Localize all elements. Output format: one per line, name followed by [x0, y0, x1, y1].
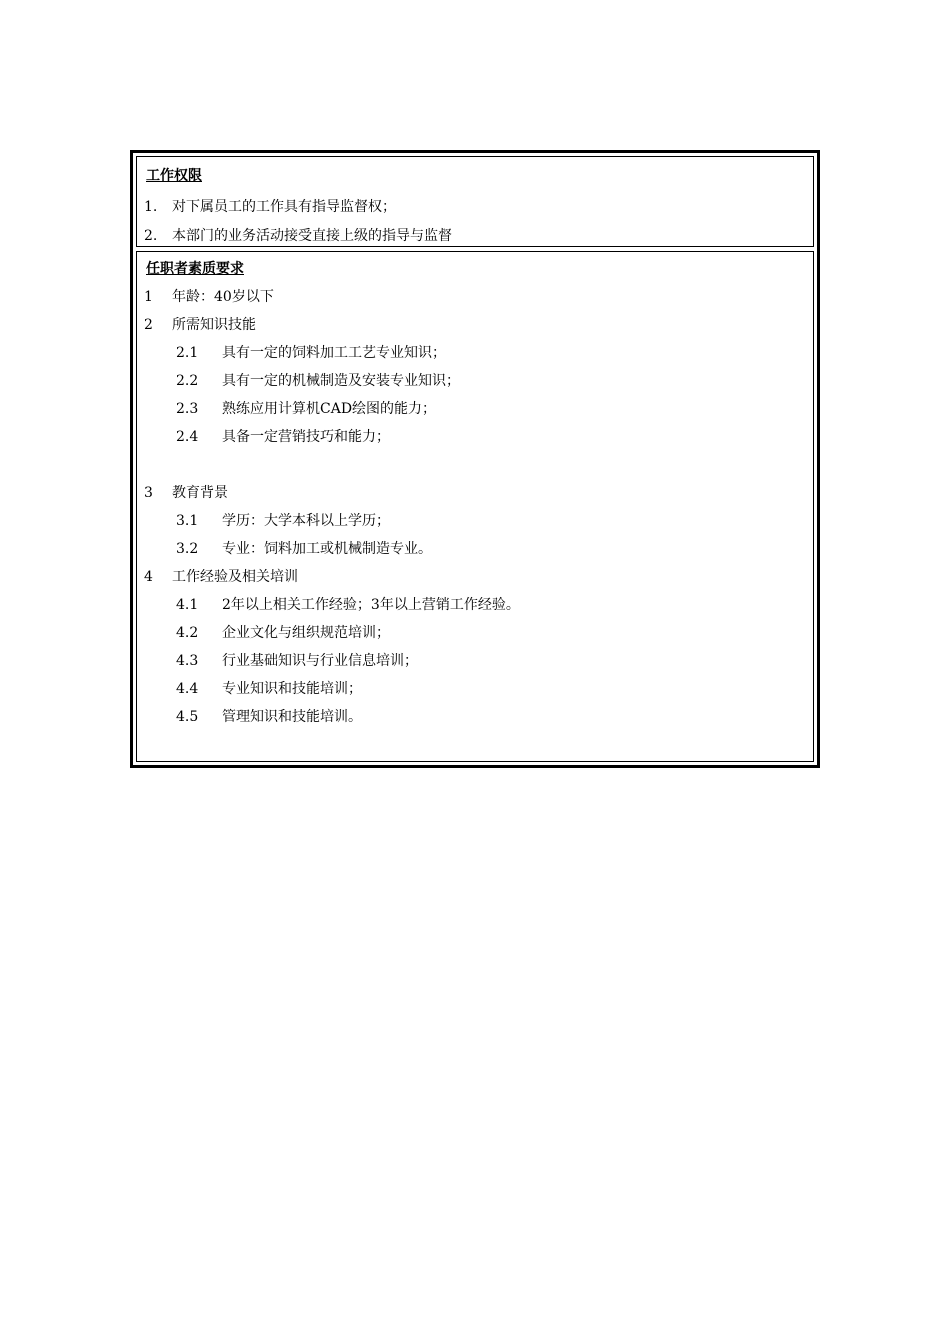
item-number: 2.2 [176, 373, 199, 389]
item-text: 具备一定营销技巧和能力； [222, 429, 390, 445]
sub-item [176, 512, 390, 530]
requirement-item-education [144, 484, 228, 502]
item-text: 熟练应用计算机CAD绘图的能力； [222, 401, 437, 417]
item-number: 2.4 [176, 429, 199, 445]
item-text: 行业基础知识与行业信息培训； [222, 653, 418, 669]
item-number: 4.2 [176, 625, 199, 641]
sub-item [176, 596, 520, 614]
item-number: 4.3 [176, 653, 199, 669]
sub-item [176, 400, 436, 418]
item-number: 4.4 [176, 681, 199, 697]
item-text: 年龄：40岁以下 [172, 289, 274, 305]
item-text: 工作经验及相关培训 [172, 569, 298, 585]
authority-section [136, 156, 814, 247]
item-text: 管理知识和技能培训。 [222, 709, 362, 725]
authority-item [144, 198, 396, 216]
item-number: 3.2 [176, 541, 199, 557]
sub-item [176, 652, 418, 670]
item-text: 本部门的业务活动接受直接上级的指导与监督 [172, 228, 452, 244]
item-number: 1. [144, 199, 158, 215]
requirements-section [136, 251, 814, 762]
item-text: 所需知识技能 [172, 317, 256, 333]
authority-item [144, 227, 452, 245]
requirement-item-experience [144, 568, 298, 586]
sub-item [176, 680, 362, 698]
sub-item [176, 624, 390, 642]
item-number: 2.1 [176, 345, 199, 361]
authority-heading: 工作权限 [146, 168, 202, 184]
item-number: 2. [144, 228, 158, 244]
item-text: 具有一定的饲料加工工艺专业知识； [222, 345, 446, 361]
item-number: 2 [144, 317, 153, 333]
item-number: 4.5 [176, 709, 199, 725]
item-text: 对下属员工的工作具有指导监督权； [172, 199, 396, 215]
sub-item [176, 708, 362, 726]
item-number: 3.1 [176, 513, 199, 529]
item-number: 3 [144, 485, 153, 501]
item-text: 教育背景 [172, 485, 228, 501]
requirements-heading: 任职者素质要求 [146, 261, 244, 277]
item-text: 企业文化与组织规范培训； [222, 625, 390, 641]
item-number: 2.3 [176, 401, 199, 417]
sub-item [176, 428, 390, 446]
item-text: 专业：饲料加工或机械制造专业。 [222, 541, 432, 557]
item-text: 学历：大学本科以上学历； [222, 513, 390, 529]
item-number: 1 [144, 289, 153, 305]
item-number: 4.1 [176, 597, 199, 613]
requirement-item-age [144, 288, 274, 306]
requirement-item-skills [144, 316, 256, 334]
sub-item [176, 540, 432, 558]
item-text: 专业知识和技能培训； [222, 681, 362, 697]
item-number: 4 [144, 569, 153, 585]
sub-item [176, 372, 460, 390]
item-text: 2年以上相关工作经验；3年以上营销工作经验。 [222, 597, 520, 613]
item-text: 具有一定的机械制造及安装专业知识； [222, 373, 460, 389]
document-frame [130, 150, 820, 768]
sub-item [176, 344, 446, 362]
